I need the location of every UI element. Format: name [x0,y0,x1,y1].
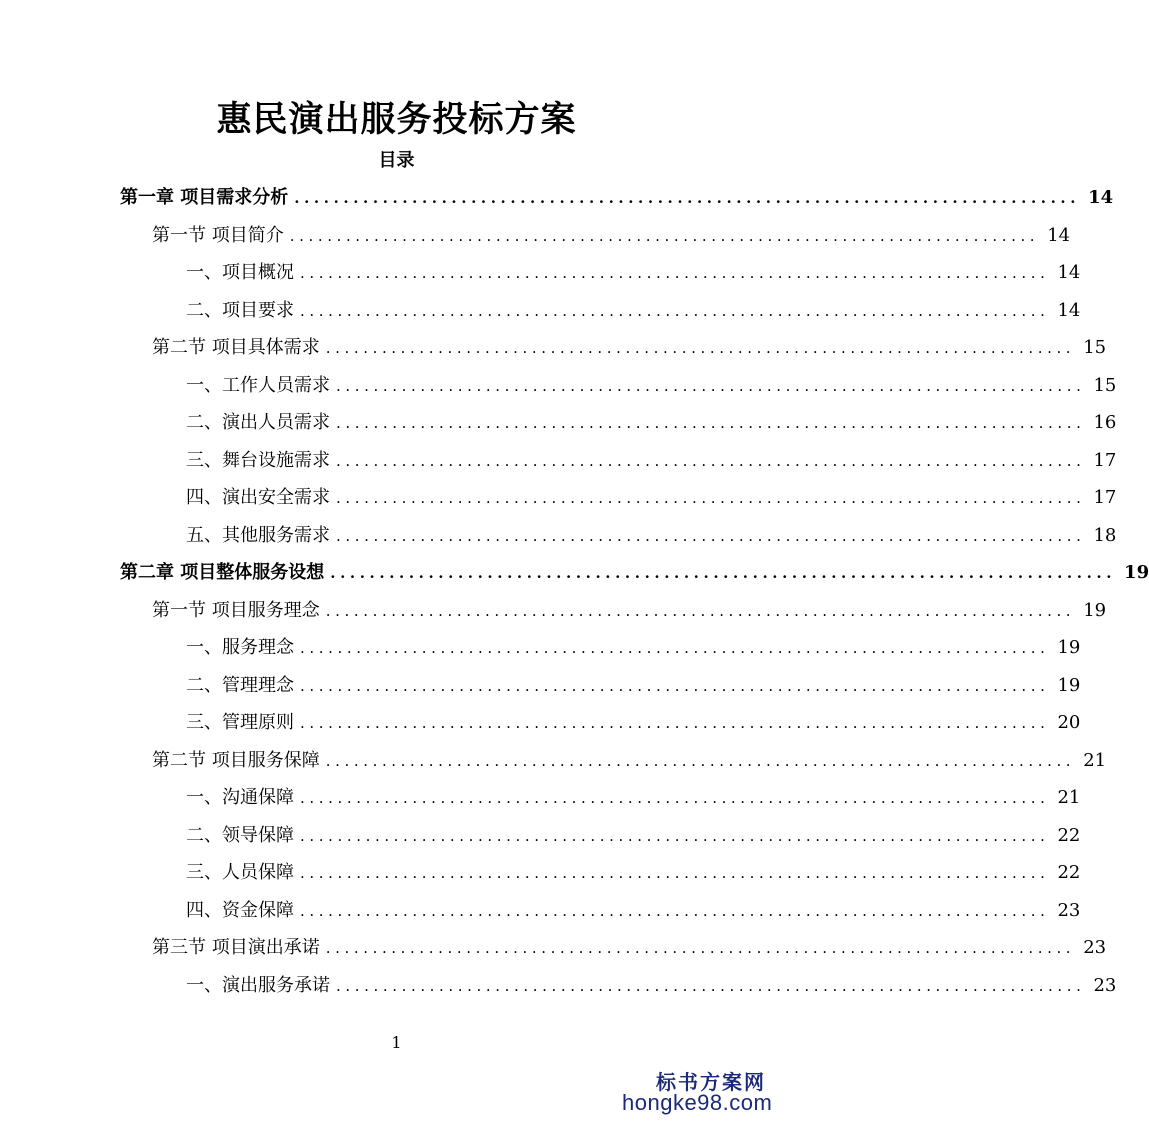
toc-dot-leader: ................................................................................ [300,676,1050,695]
toc-entry-page: 19 [1057,637,1081,658]
toc-entry[interactable] [186,633,1081,663]
toc-entry[interactable] [186,858,1081,888]
toc-entry[interactable] [186,483,1117,513]
toc-entry-title: 第一章 项目需求分析 [120,187,289,208]
toc-entry-title: 第二节 项目具体需求 [152,337,320,358]
toc-entry[interactable] [152,933,1107,963]
toc-entry[interactable] [186,671,1081,701]
toc-dot-leader: ................................................................................ [325,601,1076,620]
toc-entry[interactable] [186,708,1081,738]
toc-entry-page: 22 [1057,824,1081,846]
toc-dot-leader: ................................................................................ [300,301,1050,320]
toc-entry-title: 第三节 项目演出承诺 [152,937,320,958]
toc-entry[interactable] [152,746,1107,776]
toc-entry-title: 二、项目要求 [186,299,294,321]
toc-entry-page: 18 [1093,524,1117,546]
toc-entry-title: 五、其他服务需求 [186,524,330,546]
toc-dot-leader: ................................................................................ [300,826,1050,845]
toc-entry-page: 14 [1057,299,1081,321]
toc-entry[interactable] [186,783,1081,813]
toc-entry-page: 23 [1093,974,1117,996]
toc-dot-leader: ................................................................................ [325,939,1076,957]
document-title: 惠民演出服务投标方案 [216,99,577,140]
toc-dot-leader: ................................................................................ [289,226,1040,245]
toc-dot-leader: ................................................................................ [325,751,1076,770]
toc-entry-title: 二、领导保障 [186,824,294,846]
toc-entry-title: 第二节 项目服务保障 [152,749,320,771]
toc-entry[interactable] [120,183,1114,213]
toc-entry-title: 二、管理理念 [186,674,294,696]
toc-dot-leader: ................................................................................ [336,376,1086,395]
toc-entry-page: 17 [1093,449,1117,471]
toc-entry-page: 14 [1047,224,1071,246]
toc-entry-title: 第一节 项目服务理念 [152,599,320,621]
toc-dot-leader: ................................................................................ [336,451,1086,470]
toc-dot-leader: ................................................................................ [325,339,1076,357]
toc-entry-title: 二、演出人员需求 [186,412,330,433]
toc-dot-leader: ................................................................................ [330,564,1117,582]
toc-dot-leader: ................................................................................ [336,414,1086,432]
toc-dot-leader: ................................................................................ [300,639,1050,657]
toc-entry-page: 23 [1057,899,1081,921]
toc-entry-title: 三、管理原则 [186,712,294,733]
toc-dot-leader: ................................................................................ [336,489,1086,507]
toc-entry-page: 14 [1088,187,1114,208]
toc-entry-page: 14 [1057,262,1081,283]
toc-entry-title: 三、舞台设施需求 [186,449,330,471]
watermark-logo [616,1066,786,1116]
toc-dot-leader: ................................................................................ [300,789,1050,807]
toc-entry[interactable] [186,821,1081,851]
toc-dot-leader: ................................................................................ [300,901,1050,920]
toc-entry[interactable] [186,296,1081,326]
toc-entry-page: 15 [1083,337,1107,358]
toc-entry-title: 一、项目概况 [186,262,294,283]
toc-entry-page: 21 [1057,787,1081,808]
toc-entry-title: 一、服务理念 [186,637,294,658]
toc-dot-leader: ................................................................................ [294,189,1081,207]
toc-entry-page: 23 [1083,937,1107,958]
toc-entry-title: 一、沟通保障 [186,787,294,808]
toc-entry-title: 一、演出服务承诺 [186,974,330,996]
toc-entry-title: 四、资金保障 [186,899,294,921]
toc-entry-page: 21 [1083,749,1107,771]
toc-dot-leader: ................................................................................ [300,264,1050,282]
toc-entry-page: 20 [1057,712,1081,733]
toc-entry[interactable] [186,971,1117,1001]
toc-entry-title: 三、人员保障 [186,862,294,883]
toc-entry[interactable] [120,558,1149,588]
toc-dot-leader: ................................................................................ [300,714,1050,732]
toc-entry[interactable] [152,596,1107,626]
toc-entry-page: 15 [1093,374,1117,396]
toc-entry[interactable] [186,408,1117,438]
toc-entry[interactable] [186,446,1117,476]
watermark-url: hongke98.com [622,1090,773,1115]
toc-heading: 目录 [378,150,415,171]
toc-dot-leader: ................................................................................ [336,526,1086,545]
toc-entry-page: 17 [1093,487,1117,508]
toc-entry[interactable] [186,371,1117,401]
toc-entry[interactable] [152,221,1071,251]
toc-entry-page: 19 [1057,674,1081,696]
toc-dot-leader: ................................................................................ [300,864,1050,882]
toc-entry-page: 19 [1083,599,1107,621]
toc-entry-title: 一、工作人员需求 [186,374,330,396]
toc-entry[interactable] [152,333,1107,363]
toc-entry-page: 22 [1057,862,1081,883]
toc-dot-leader: ................................................................................ [336,976,1086,995]
page-number: 1 [391,1033,402,1052]
watermark-site-name: 标书方案网 [656,1070,766,1094]
toc-entry-title: 第一节 项目简介 [152,224,284,246]
toc-entry[interactable] [186,896,1081,926]
toc-entry[interactable] [186,258,1081,288]
toc-entry-page: 16 [1093,412,1117,433]
toc-entry-page: 19 [1124,562,1149,583]
toc-entry-title: 第二章 项目整体服务设想 [120,562,325,583]
toc-entry-title: 四、演出安全需求 [186,487,330,508]
toc-entry[interactable] [186,521,1117,551]
